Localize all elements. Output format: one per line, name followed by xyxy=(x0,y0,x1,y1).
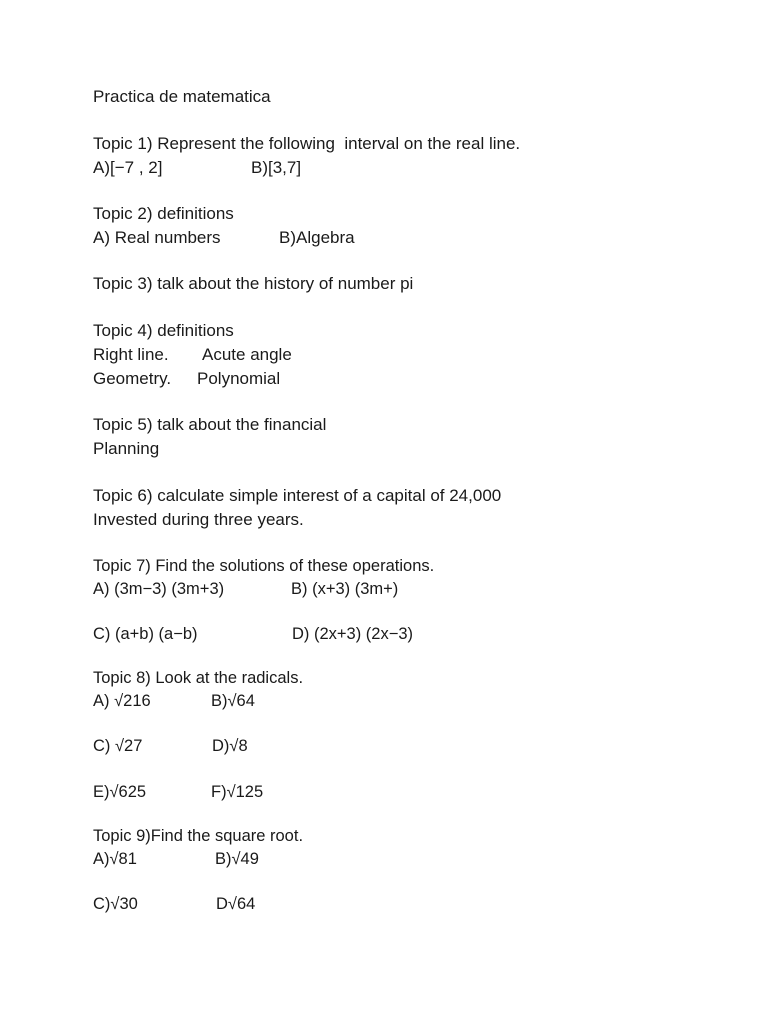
topic-8-item-b: B)√64 xyxy=(211,692,255,710)
topic-4-item-polynomial: Polynomial xyxy=(197,369,281,388)
topic-9-item-a: A)√81 xyxy=(93,850,137,868)
topic-2-heading: Topic 2) definitions xyxy=(93,204,234,223)
topic-8-item-c: C) √27 xyxy=(93,737,143,755)
topic-9-item-c: C)√30 xyxy=(93,895,138,913)
topic-7-item-d: D) (2x+3) (2x−3) xyxy=(292,625,414,643)
topic-8-item-a: A) √216 xyxy=(93,692,151,710)
topic-7-heading: Topic 7) Find the solutions of these operations. xyxy=(93,557,435,575)
topic-8-heading: Topic 8) Look at the radicals. xyxy=(93,669,304,687)
topic-8-item-f: F)√125 xyxy=(211,783,264,801)
topic-8-item-e: E)√625 xyxy=(93,783,147,801)
topic-2-item-b: B)Algebra xyxy=(279,228,355,247)
topic-2-item-a: A) Real numbers xyxy=(93,228,221,247)
topic-9-heading: Topic 9)Find the square root. xyxy=(93,827,304,845)
topic-1-item-b: B)[3,7] xyxy=(251,158,302,177)
topic-6-line-2: Invested during three years. xyxy=(93,510,304,529)
topic-4-item-geometry: Geometry. xyxy=(93,369,172,388)
topic-8-item-d: D)√8 xyxy=(212,737,248,755)
topic-9-item-b: B)√49 xyxy=(215,850,259,868)
topic-9-item-d: D√64 xyxy=(216,895,256,913)
topic-1-item-a: A)[−7 , 2] xyxy=(93,158,163,177)
topic-7-item-a: A) (3m−3) (3m+3) xyxy=(93,580,225,598)
topic-5-line-1: Topic 5) talk about the financial xyxy=(93,415,327,434)
document-title: Practica de matematica xyxy=(93,87,271,106)
topic-4-heading: Topic 4) definitions xyxy=(93,321,234,340)
topic-4-item-right-line: Right line. xyxy=(93,345,169,364)
topic-9-row-2 xyxy=(93,894,256,974)
topic-7-item-b: B) (x+3) (3m+) xyxy=(291,580,399,598)
topic-7-item-c: C) (a+b) (a−b) xyxy=(93,625,198,643)
topic-4-item-acute-angle: Acute angle xyxy=(202,345,292,364)
topic-5-line-2: Planning xyxy=(93,439,160,458)
topic-6-line-1: Topic 6) calculate simple interest of a capital of 24,000 xyxy=(93,486,502,505)
topic-3-heading: Topic 3) talk about the history of number pi xyxy=(93,274,414,293)
topic-1-heading: Topic 1) Represent the following interval on the real line. xyxy=(93,134,521,153)
